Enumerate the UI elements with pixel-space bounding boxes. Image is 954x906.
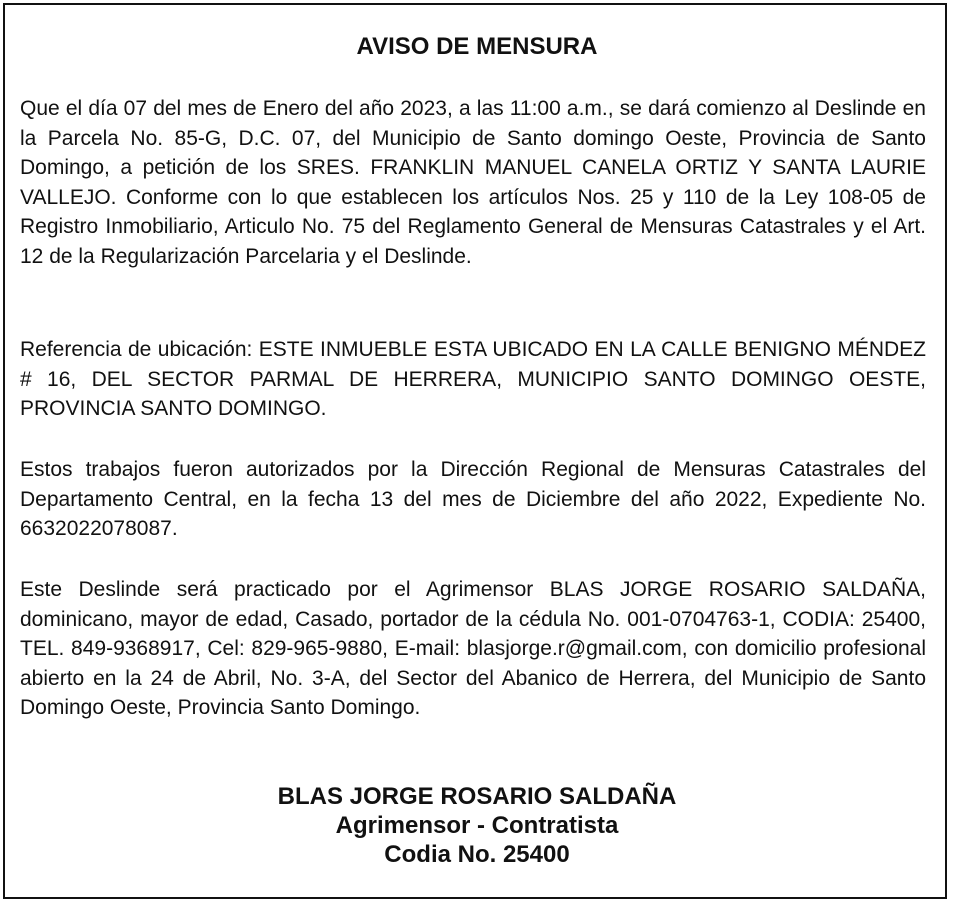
- paragraph-survey-date: Que el día 07 del mes de Enero del año 2023, a las 11:00 a.m., se dará comienzo al Deslinde en la Parcela No. 85-G, D.C. 07, del Municipio de Santo domingo Oeste, Provincia de Santo Domingo, a petición de los SRES. FRANKLIN MANUEL CANELA ORTIZ Y SANTA LAURIE VALLEJO. Conforme con lo que establecen los artículos Nos. 25 y 110 de la Ley 108-05 de Registro Inmobiliario, Articulo No. 75 del Reglamento General de Mensuras Catastrales y el Art. 12 de la Regularización Parcelaria y el Deslinde.: [20, 97, 926, 268]
- paragraph-surveyor-details: Este Deslinde será practicado por el Agrimensor BLAS JORGE ROSARIO SALDAÑA, dominicano, mayor de edad, Casado, portador de la cédula No. 001-0704763-1, CODIA: 25400, TEL. 849-9368917, Cel: 829-965-9880, E-mail: blasjorge.r@gmail.com, con domicilio profesional abierto en la 24 de Abril, No. 3-A, del Sector del Abanico de Herrera, del Municipio de Santo Domingo Oeste, Provincia Santo Domingo.: [20, 578, 926, 719]
- paragraph-location-reference: Referencia de ubicación: ESTE INMUEBLE ESTA UBICADO EN LA CALLE BENIGNO MÉNDEZ # 16, DEL SECTOR PARMAL DE HERRERA, MUNICIPIO SANTO DOMINGO OESTE, PROVINCIA SANTO DOMINGO.: [20, 338, 926, 420]
- notice-title: AVISO DE MENSURA: [356, 33, 598, 60]
- signature-name: BLAS JORGE ROSARIO SALDAÑA: [277, 783, 677, 810]
- signature-codia: Codia No. 25400: [384, 841, 570, 868]
- signature-block: [0, 782, 954, 869]
- paragraph-authorization: Estos trabajos fueron autorizados por la Dirección Regional de Mensuras Catastrales del Departamento Central, en la fecha 13 del mes de Diciembre del año 2022, Expediente No. 6632022078087.: [20, 458, 926, 540]
- signature-role: Agrimensor - Contratista: [335, 812, 619, 839]
